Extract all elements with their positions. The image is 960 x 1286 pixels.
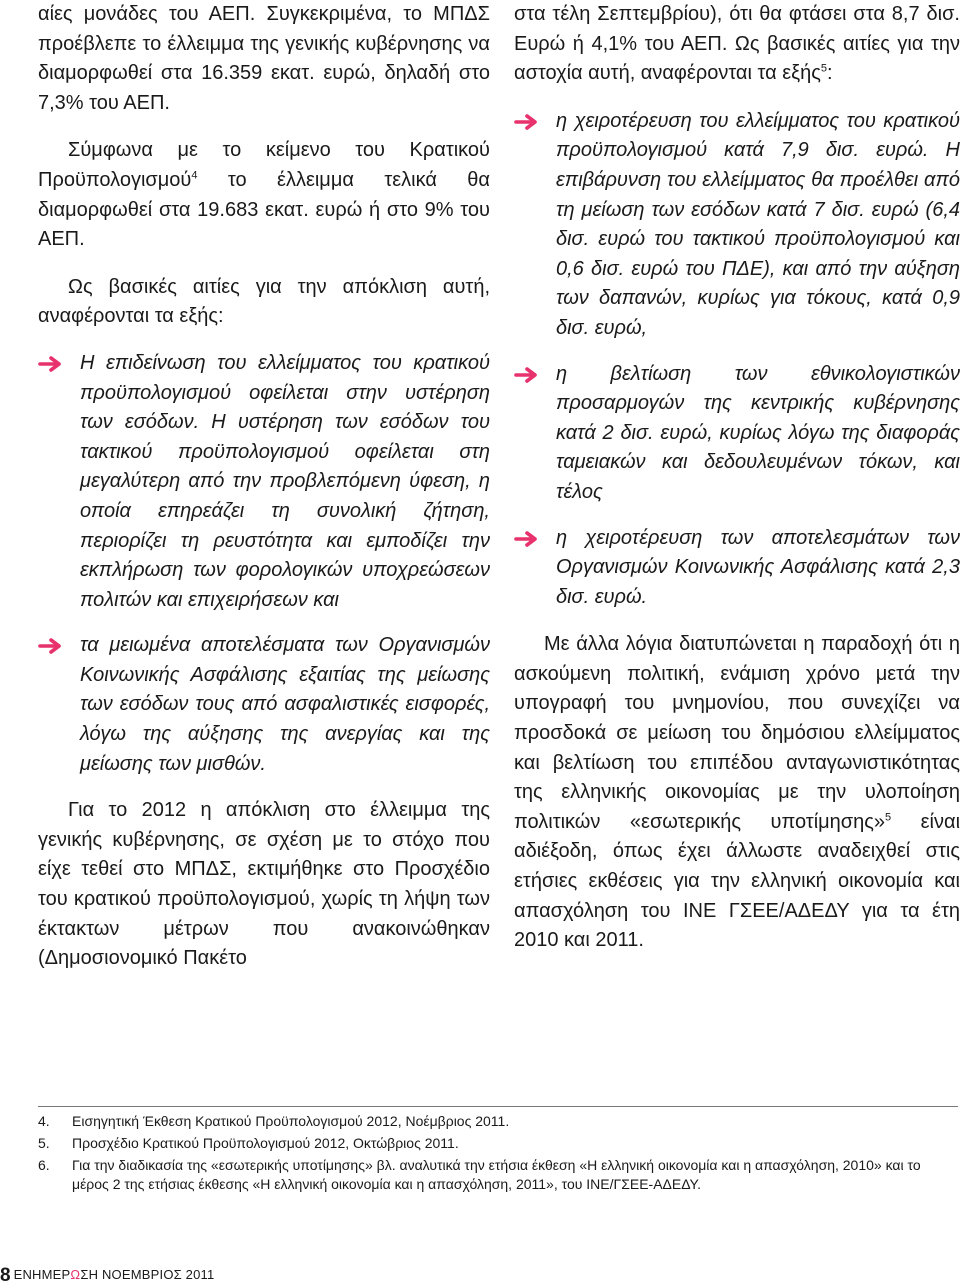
paragraph bbox=[514, 630, 960, 956]
bullet-item bbox=[38, 349, 490, 615]
footnote-ref: 4 bbox=[191, 169, 198, 182]
footnote bbox=[38, 1112, 960, 1131]
bullet-text: η χειροτέρευση του ελλείμματος του κρατικού προϋπολογισμού κατά 7,9 δισ. ευρώ. Η επιβάρυνση του ελλείμματος θα προέλθει από τη μείωση των εσόδων κατά 7 δισ. ευρώ (6,4 δισ. ευρώ του τακτικού προϋπολογισμού και 0,6 δισ. ευρώ του ΠΔΕ), και από την αύξηση των δαπανών, κυρίως για τόκους, κατά 0,9 δισ. ευρώ, bbox=[556, 109, 960, 339]
footnote-text: Προσχέδιο Κρατικού Προϋπολογισμού 2012, Οκτώβριος 2011. bbox=[72, 1135, 459, 1151]
paragraph-text: στα τέλη Σεπτεμβρίου), ότι θα φτάσει στα 8,7 δισ. Ευρώ ή 4,1% του ΑΕΠ. Ως βασικές αιτίες για την αστοχία αυτή, αναφέρονται τα εξής bbox=[514, 3, 960, 85]
bullet-text: η χειροτέρευση των αποτελεσμάτων των Οργανισμών Κοινωνικής Ασφάλισης κατά 2,3 δισ. ευρώ. bbox=[556, 526, 960, 608]
bullet-text: η βελτίωση των εθνικολογιστικών προσαρμογών της κεντρικής κυβέρνησης κατά 2 δισ. ευρώ, κυρίως λόγω της διαφοράς ταμειακών και δεδουλευμένων τόκων, και τέλος bbox=[556, 362, 960, 503]
footnote-ref: 5 bbox=[885, 811, 892, 824]
paragraph bbox=[38, 136, 490, 254]
publication-label bbox=[14, 1267, 215, 1282]
paragraph: αίες μονάδες του ΑΕΠ. Συγκεκριμένα, το ΜΠΔΣ προέβλεπε το έλλειμμα της γενικής κυβέρνησης να διαμορφωθεί στα 16.359 εκατ. ευρώ, δηλαδή στο 7,3% του ΑΕΠ. bbox=[38, 3, 490, 114]
page-number: 8 bbox=[0, 1265, 11, 1286]
footnote-number: 4. bbox=[38, 1113, 50, 1129]
bullet-text: Η επιδείνωση του ελλείμματος του κρατικού προϋπολογισμού οφείλεται στην υστέρηση των εσόδων. Η υστέρηση των εσόδων του τακτικού προϋπολογισμού οφείλεται στη μεγαλύτερη από την προβλεπόμενη ύφεση, η οποία επηρεάζει τη συνολική ζήτηση, περιορίζει τη ρευστότητα και εμποδίζει την εκπλήρωση των φορολογικών υποχρεώσεων πολιτών και επιχειρήσεων και bbox=[80, 351, 490, 611]
footnote-number: 6. bbox=[38, 1157, 50, 1173]
arrow-right-icon bbox=[514, 531, 540, 547]
bullet-item bbox=[514, 524, 960, 613]
footnotes bbox=[38, 1112, 960, 1197]
paragraph bbox=[514, 0, 960, 89]
arrow-right-icon bbox=[38, 638, 64, 654]
paragraph-text: Σύμφωνα με το κείμενο του Κρατικού Προϋπολογισμού bbox=[38, 139, 490, 191]
arrow-right-icon bbox=[38, 356, 64, 372]
arrow-right-icon bbox=[514, 114, 540, 130]
paragraph: Ως βασικές αιτίες για την απόκλιση αυτή, αναφέρονται τα εξής: bbox=[38, 275, 490, 328]
publication-label-part: ΕΝΗΜΕΡ bbox=[13, 1267, 71, 1282]
bullet-text: τα μειωμένα αποτελέσματα των Οργανισμών Κοινωνικής Ασφάλισης εξαιτίας της μείωσης των εσόδων τους από ασφαλιστικές εισφορές, λόγω της αύξησης της ανεργίας και της μείωσης των μισθών. bbox=[80, 634, 490, 775]
paragraph-text: είναι αδιέξοδη, όπως έχει άλλωστε αναδειχθεί στις ετήσιες εκθέσεις για την ελληνική οικονομία και απασχόληση του ΙΝΕ ΓΣΕΕ/ΑΔΕΔΥ για τα έτη 2010 και 2011. bbox=[514, 810, 960, 952]
footnote-number: 5. bbox=[38, 1135, 50, 1151]
footnote-divider bbox=[38, 1106, 958, 1107]
footnote-ref: 5 bbox=[820, 62, 827, 75]
paragraph-text: Με άλλα λόγια διατυπώνεται η παραδοχή ότι η ασκούμενη πολιτική, ενάμιση χρόνο μετά την υπογραφή του μνημονίου, που συνεχίζει να προσδοκά σε μείωση του δημόσιου ελλείμματος και βελτίωση του επιπέδου ανταγωνιστικότητας της ελληνικής οικονομίας με την υλοποίηση πολιτικών «εσωτερικής υποτίμησης» bbox=[514, 633, 960, 833]
publication-label-accent: Ω bbox=[70, 1267, 81, 1282]
bullet-item bbox=[514, 360, 960, 508]
bullet-item bbox=[514, 107, 960, 344]
bullet-item bbox=[38, 631, 490, 779]
publication-label-part: ΣΗ ΝΟΕΜΒΡΙΟΣ 2011 bbox=[80, 1267, 215, 1282]
footnote bbox=[38, 1134, 960, 1153]
arrow-right-icon bbox=[514, 367, 540, 383]
paragraph-text: : bbox=[827, 62, 833, 85]
paragraph-text: το έλλειμμα τελικά θα διαμορφωθεί στα 19.683 εκατ. ευρώ ή στο 9% του ΑΕΠ. bbox=[38, 168, 490, 251]
paragraph: Για το 2012 η απόκλιση στο έλλειμμα της γενικής κυβέρνησης, σε σχέση με το στόχο που είχε τεθεί στο ΜΠΔΣ, εκτιμήθηκε στο Προσχέδιο του κρατικού προϋπολογισμού, χωρίς τη λήψη των έκτακτων μέτρων που ανακοινώθηκαν (Δημοσιονομικό Πακέτο bbox=[38, 799, 490, 970]
right-column bbox=[514, 0, 960, 956]
footnote bbox=[38, 1156, 960, 1194]
page-footer bbox=[0, 1265, 215, 1286]
footnote-text: Εισηγητική Έκθεση Κρατικού Προϋπολογισμού 2012, Νοέμβριος 2011. bbox=[72, 1113, 510, 1129]
left-column bbox=[38, 0, 490, 974]
footnote-text: Για την διαδικασία της «εσωτερικής υποτίμησης» βλ. αναλυτικά την ετήσια έκθεση «Η ελληνική οικονομία και η απασχόληση, 2010» και το μέρος 2 της ετήσιας έκθεσης «Η ελληνική οικονομία και η απασχόληση, 2011», του ΙΝΕ/ΓΣΕΕ-ΑΔΕΔΥ. bbox=[72, 1157, 921, 1192]
